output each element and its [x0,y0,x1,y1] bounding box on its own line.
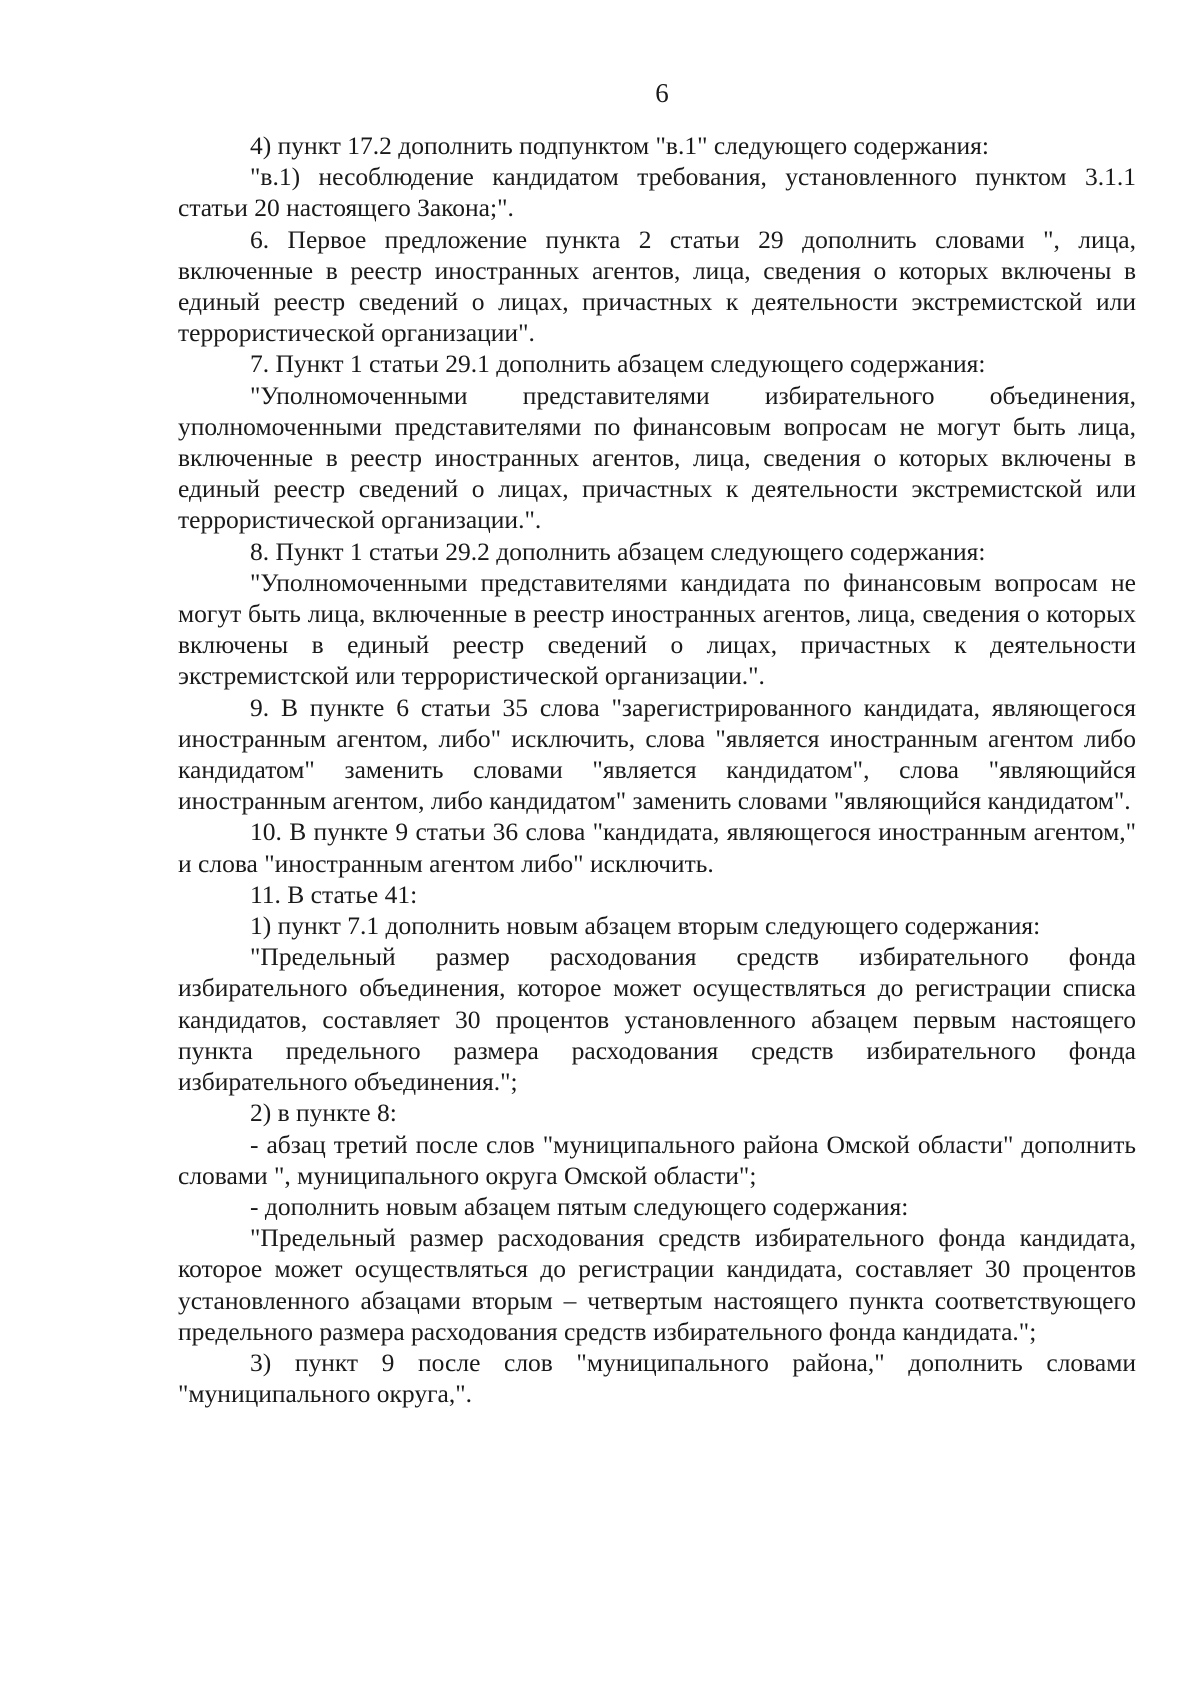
paragraph-item-11: 11. В статье 41: [250,879,418,909]
paragraph-quote-29-1: "Уполномоченными представителями избирательного объединения, уполномоченными представителями по финансовым вопросам не могут быть лица, включенные в реестр иностранных агентов, лица, сведения о которых включены в единый реестр сведений о лицах, причастных к деятельности экстремистской или террористической организации.". [178,380,1136,535]
paragraph-item-4: 4) пункт 17.2 дополнить подпунктом "в.1" следующего содержания: [250,131,989,160]
paragraph-item-8: 8. Пункт 1 статьи 29.2 дополнить абзацем следующего содержания: [250,536,986,566]
paragraph-dash-1: - абзац третий после слов "муниципального района Омской области" дополнить словами ", муниципального округа Омской области"; [178,1129,1136,1190]
paragraph-item-9: 9. В пункте 6 статьи 35 слова "зарегистрированного кандидата, являющегося иностранным агентом, либо" исключить, слова "является иностранным агентом либо кандидатом" заменить словами "является кандидатом", слова "являющийся иностранным агентом, либо кандидатом" заменить словами "являющийся кандидатом". [178,692,1136,816]
paragraph-subitem-2: 2) в пункте 8: [250,1098,397,1128]
document-body [178,130,1136,1409]
paragraph-quote-7-1: "Предельный размер расходования средств избирательного фонда избирательного объединения, которое может осуществляться до регистрации списка кандидатов, составляет 30 процентов установленного абзацем первым настоящего пункта предельного размера расходования средств избирательного фонда избирательного объединения."; [178,942,1136,1097]
paragraph-quote-v1: "в.1) несоблюдение кандидатом требования, установленного пунктом 3.1.1 статьи 20 настоящего Закона;". [178,162,1136,223]
page-number: 6 [655,78,669,108]
paragraph-item-7: 7. Пункт 1 статьи 29.1 дополнить абзацем следующего содержания: [250,349,986,379]
paragraph-item-10: 10. В пункте 9 статьи 36 слова "кандидата, являющегося иностранным агентом," и слова "иностранным агентом либо" исключить. [178,817,1136,878]
paragraph-item-6: 6. Первое предложение пункта 2 статьи 29 дополнить словами ", лица, включенные в реестр иностранных агентов, лица, сведения о которых включены в единый реестр сведений о лицах, причастных к деятельности экстремистской или террористической организации". [178,224,1136,348]
paragraph-quote-8: "Предельный размер расходования средств избирательного фонда кандидата, которое может осуществляться до регистрации кандидата, составляет 30 процентов установленного абзацами вторым – четвертым настоящего пункта соответствующего предельного размера расходования средств избирательного фонда кандидата."; [178,1223,1136,1346]
paragraph-dash-2: - дополнить новым абзацем пятым следующего содержания: [250,1191,909,1221]
paragraph-subitem-1: 1) пункт 7.1 дополнить новым абзацем вторым следующего содержания: [250,911,1041,941]
paragraph-quote-29-2: "Уполномоченными представителями кандидата по финансовым вопросам не могут быть лица, включенные в реестр иностранных агентов, лица, сведения о которых включены в единый реестр сведений о лицах, причастных к деятельности экстремистской или террористической организации.". [178,567,1136,691]
paragraph-subitem-3: 3) пункт 9 после слов "муниципального района," дополнить словами "муниципального округа,". [178,1347,1136,1409]
